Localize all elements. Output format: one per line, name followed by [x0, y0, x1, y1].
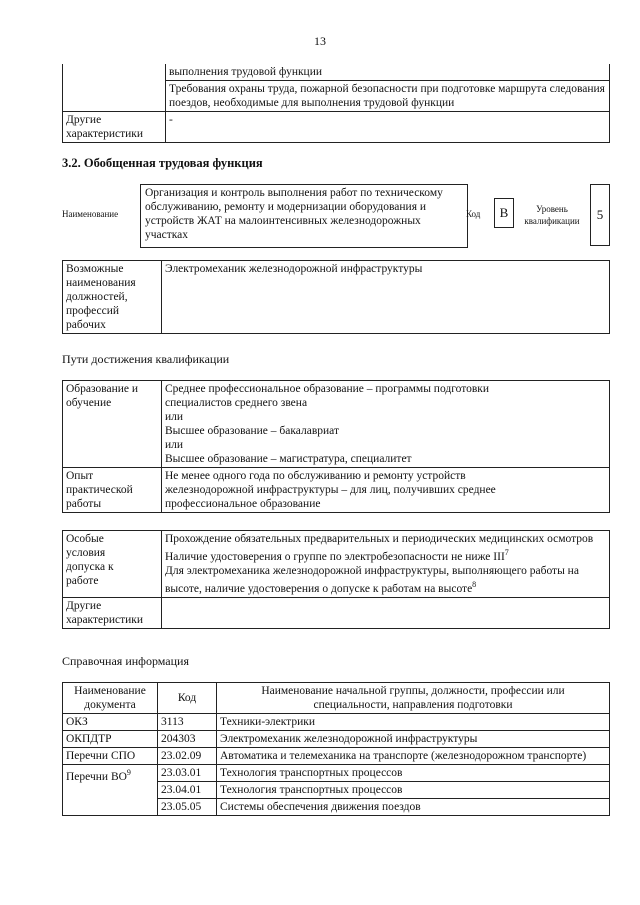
level-label: Уровень квалификации — [524, 204, 580, 226]
conditions-line: Прохождение обязательных предварительных и периодических медицинских осмотров — [165, 533, 594, 545]
footnote-ref: 7 — [504, 548, 509, 557]
table-cell-name: Электромеханик железнодорожной инфраструктуры — [217, 731, 610, 748]
table-cell-doc: ОКПДТР — [63, 731, 158, 748]
top-table — [62, 64, 610, 143]
table-cell-code: 23.03.01 — [158, 765, 217, 782]
table-row — [63, 731, 610, 748]
table-cell-doc: Перечни СПО — [63, 748, 158, 765]
name-label: Наименование — [62, 209, 119, 219]
table-row — [63, 597, 610, 628]
table-cell-value: Требования охраны труда, пожарной безопасности при подготовке маршрута следования поездов, необходимые для выполнения трудовой функции — [166, 81, 610, 112]
table-cell-label — [63, 81, 166, 112]
code-label: Код — [466, 209, 481, 219]
other-characteristics-value — [162, 597, 610, 628]
reference-table — [62, 682, 610, 816]
table-cell-name: Техники-электрики — [217, 714, 610, 731]
other-characteristics-label: Другие характеристики — [63, 112, 166, 143]
education-table — [62, 380, 610, 513]
header-code: Код — [158, 683, 217, 714]
table-cell-name: Системы обеспечения движения поездов — [217, 799, 610, 816]
table-row — [63, 748, 610, 765]
table-cell-doc: ОКЗ — [63, 714, 158, 731]
table-cell-code: 3113 — [158, 714, 217, 731]
table-cell-code: 23.05.05 — [158, 799, 217, 816]
table-row — [63, 81, 610, 112]
conditions-value — [162, 531, 610, 598]
reference-title: Справочная информация — [62, 654, 189, 668]
table-row — [63, 714, 610, 731]
footnote-ref: 8 — [472, 579, 477, 589]
conditions-label: Особые условия допуска к работе — [63, 531, 162, 598]
table-row — [63, 468, 610, 513]
experience-value: Не менее одного года по обслуживанию и ремонту устройств железнодорожной инфраструктуры – для лиц, получивших среднее профессиональное образование — [162, 468, 610, 513]
conditions-line: Наличие удостоверения о группе по электробезопасности не ниже III$^7$ — [165, 548, 509, 563]
other-characteristics-label: Другие характеристики — [63, 597, 162, 628]
section-title: 3.2. Обобщенная трудовая функция — [62, 156, 263, 170]
conditions-line: Для электромеханика железнодорожной инфраструктуры, выполняющего работы на высоте, наличие удостоверения о допуске к работам на высоте$^8$ — [165, 564, 579, 595]
table-row — [63, 64, 610, 81]
positions-value: Электромеханик железнодорожной инфраструктуры — [162, 261, 610, 334]
code-value-box: B — [494, 198, 514, 228]
table-cell-value: выполнения трудовой функции — [166, 64, 610, 81]
table-cell-label — [63, 64, 166, 81]
table-row — [63, 765, 610, 782]
header-doc: Наименование документа — [63, 683, 158, 714]
table-row — [63, 381, 610, 468]
header-name: Наименование начальной группы, должности, профессии или специальности, направления подготовки — [217, 683, 610, 714]
education-label: Образование и обучение — [63, 381, 162, 468]
footnote-ref: 9 — [126, 768, 131, 777]
page-number: 13 — [314, 34, 326, 48]
experience-label: Опыт практической работы — [63, 468, 162, 513]
table-cell-code: 23.02.09 — [158, 748, 217, 765]
table-cell-name: Автоматика и телемеханика на транспорте (железнодорожном транспорте) — [217, 748, 610, 765]
table-row — [63, 531, 610, 598]
table-row — [63, 261, 610, 334]
table-row — [63, 112, 610, 143]
positions-label: Возможные наименования должностей, профессий рабочих — [63, 261, 162, 334]
positions-table — [62, 260, 610, 334]
table-header-row — [63, 683, 610, 714]
education-value: Среднее профессиональное образование – программы подготовки специалистов среднего звена или Высшее образование – бакалавриат или Высшее образование – магистратура, специалитет — [162, 381, 610, 468]
level-value-box: 5 — [590, 184, 610, 246]
table-cell-code: 204303 — [158, 731, 217, 748]
function-name-box: Организация и контроль выполнения работ по техническому обслуживанию, ремонту и модернизации оборудования и устройств ЖАТ на малоинтенсивных железнодорожных участках — [140, 184, 468, 248]
table-cell-doc: Перечни $ВО^9$ — [63, 765, 158, 816]
table-cell-name: Технология транспортных процессов — [217, 765, 610, 782]
other-characteristics-value: - — [166, 112, 610, 143]
conditions-table — [62, 530, 610, 629]
qualification-paths-title: Пути достижения квалификации — [62, 352, 230, 366]
table-cell-name: Технология транспортных процессов — [217, 782, 610, 799]
table-cell-code: 23.04.01 — [158, 782, 217, 799]
